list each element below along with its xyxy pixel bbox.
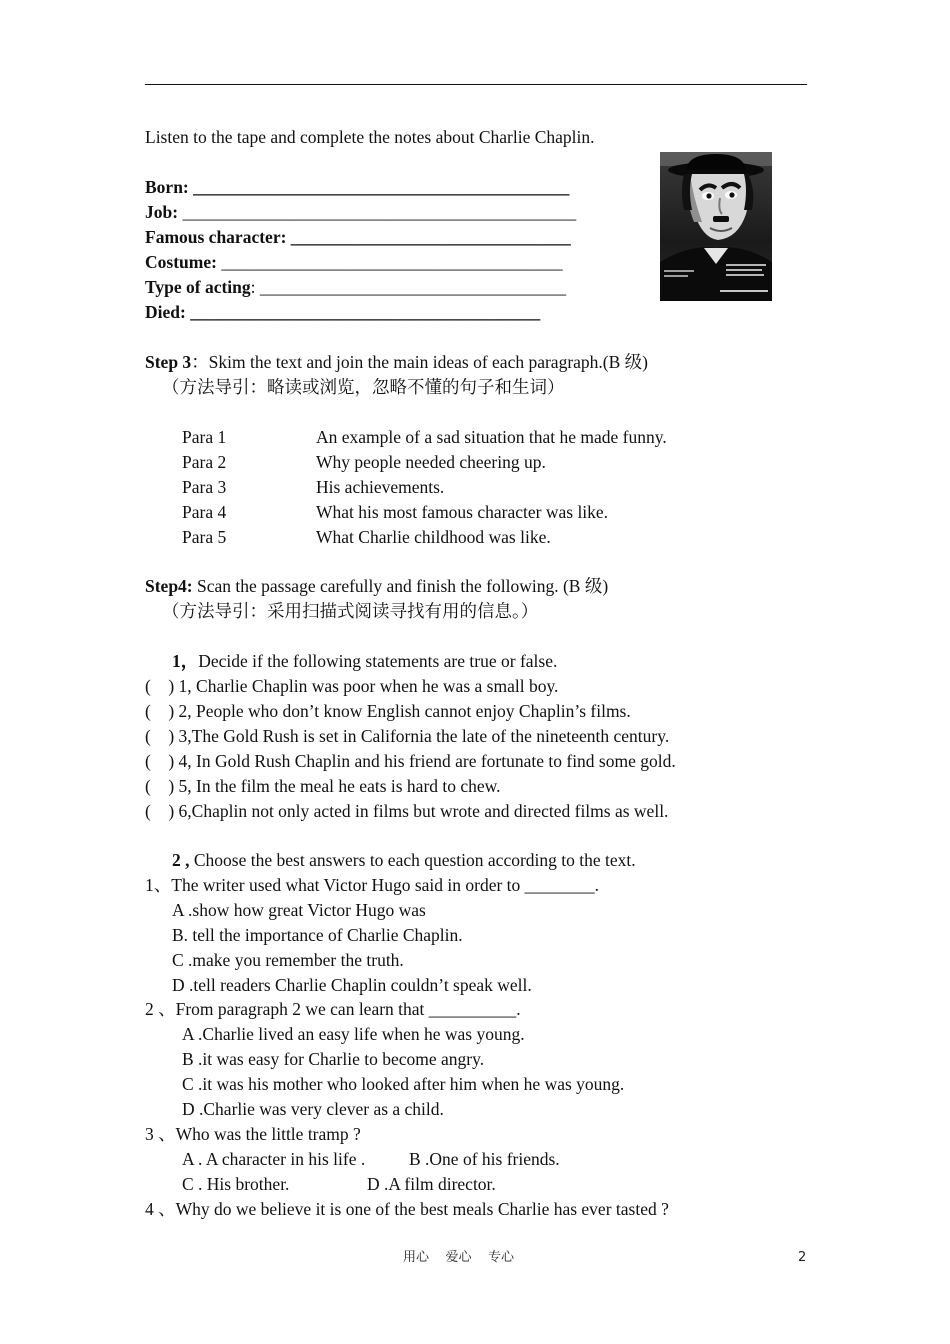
note-costume <box>145 252 563 272</box>
para-label: Para 3 <box>182 477 227 497</box>
note-blank: ________________________________________ <box>185 302 541 322</box>
note-blank: ________________________________ <box>286 227 571 247</box>
tf-statement: ( ) 3,The Gold Rush is set in California the late of the nineteenth century. <box>145 726 670 746</box>
tf-statement: ( ) 2, People who don’t know English cannot enjoy Chaplin’s films. <box>145 701 631 721</box>
option: C .make you remember the truth. <box>172 950 404 970</box>
note-job <box>145 202 576 222</box>
note-blank: ___________________________________________ <box>188 177 570 197</box>
tf-statement: ( ) 1, Charlie Chaplin was poor when he was a small boy. <box>145 676 559 696</box>
note-blank: _____________________________________________ <box>178 202 577 222</box>
para-label: Para 5 <box>182 527 227 547</box>
option: C .it was his mother who looked after him when he was young. <box>182 1074 625 1094</box>
question-4: 4 、Why do we believe it is one of the best meals Charlie has ever tasted ? <box>145 1199 669 1219</box>
option: C . His brother. <box>182 1174 290 1194</box>
para-label: Para 4 <box>182 502 227 522</box>
step3-text: ：Skim the text and join the main ideas of each paragraph.(B 级) <box>191 352 648 372</box>
option: B .it was easy for Charlie to become angry. <box>182 1049 485 1069</box>
part2-num: 2 , <box>172 850 190 870</box>
step3-label: Step 3 <box>145 352 192 372</box>
part1-heading <box>172 651 557 671</box>
note-blank: _______________________________________ <box>216 252 563 272</box>
question-3: 3 、Who was the little tramp ? <box>145 1124 361 1144</box>
part2-title: Choose the best answers to each question according to the text. <box>189 850 636 870</box>
option: B. tell the importance of Charlie Chaplin. <box>172 925 463 945</box>
intro-text: Listen to the tape and complete the notes about Charlie Chaplin. <box>145 127 595 147</box>
step3-method: （方法导引：略读或浏览，忽略不懂的句子和生词） <box>162 377 565 397</box>
option: A .show how great Victor Hugo was <box>172 900 426 920</box>
question-1: 1、The writer used what Victor Hugo said in order to ________. <box>145 875 600 895</box>
option: A . A character in his life . <box>182 1149 366 1169</box>
chaplin-portrait-icon <box>660 152 772 301</box>
note-label: Job: <box>145 202 179 222</box>
note-born <box>145 177 569 197</box>
tf-statement: ( ) 6,Chaplin not only acted in films but wrote and directed films as well. <box>145 801 669 821</box>
para-idea: Why people needed cheering up. <box>316 452 546 472</box>
step4-text: Scan the passage carefully and finish the following. (B 级) <box>192 576 609 596</box>
option: D .tell readers Charlie Chaplin couldn’t speak well. <box>172 975 532 995</box>
part2-heading <box>172 850 636 870</box>
step3-heading <box>145 352 648 372</box>
note-died <box>145 302 540 322</box>
note-blank: : ___________________________________ <box>250 277 567 297</box>
page-number: 2 <box>798 1250 807 1265</box>
para-label: Para 2 <box>182 452 227 472</box>
para-label: Para 1 <box>182 427 227 447</box>
tf-statement: ( ) 4, In Gold Rush Chaplin and his friend are fortunate to find some gold. <box>145 751 676 771</box>
note-type-of-acting <box>145 277 566 297</box>
step4-heading <box>145 576 608 596</box>
note-label: Costume: <box>145 252 217 272</box>
option: B .One of his friends. <box>409 1149 560 1169</box>
part1-title: Decide if the following statements are true or false. <box>198 651 558 671</box>
option: A .Charlie lived an easy life when he was young. <box>182 1024 525 1044</box>
footer-motto: 用心 爱心 专心 <box>403 1250 515 1265</box>
para-idea: His achievements. <box>316 477 445 497</box>
note-label: Famous character: <box>145 227 287 247</box>
tf-statement: ( ) 5, In the film the meal he eats is hard to chew. <box>145 776 501 796</box>
note-famous-character <box>145 227 571 247</box>
option: D .Charlie was very clever as a child. <box>182 1099 444 1119</box>
note-label: Type of acting <box>145 277 251 297</box>
part1-num: 1， <box>172 651 199 671</box>
option: D .A film director. <box>367 1174 496 1194</box>
note-label: Died: <box>145 302 186 322</box>
para-idea: What Charlie childhood was like. <box>316 527 551 547</box>
note-label: Born: <box>145 177 189 197</box>
header-rule <box>145 84 807 85</box>
para-idea: An example of a sad situation that he made funny. <box>316 427 667 447</box>
question-2: 2 、From paragraph 2 we can learn that __________. <box>145 999 521 1019</box>
step4-label: Step4: <box>145 576 193 596</box>
step4-method: （方法导引：采用扫描式阅读寻找有用的信息。） <box>162 601 539 621</box>
para-idea: What his most famous character was like. <box>316 502 609 522</box>
